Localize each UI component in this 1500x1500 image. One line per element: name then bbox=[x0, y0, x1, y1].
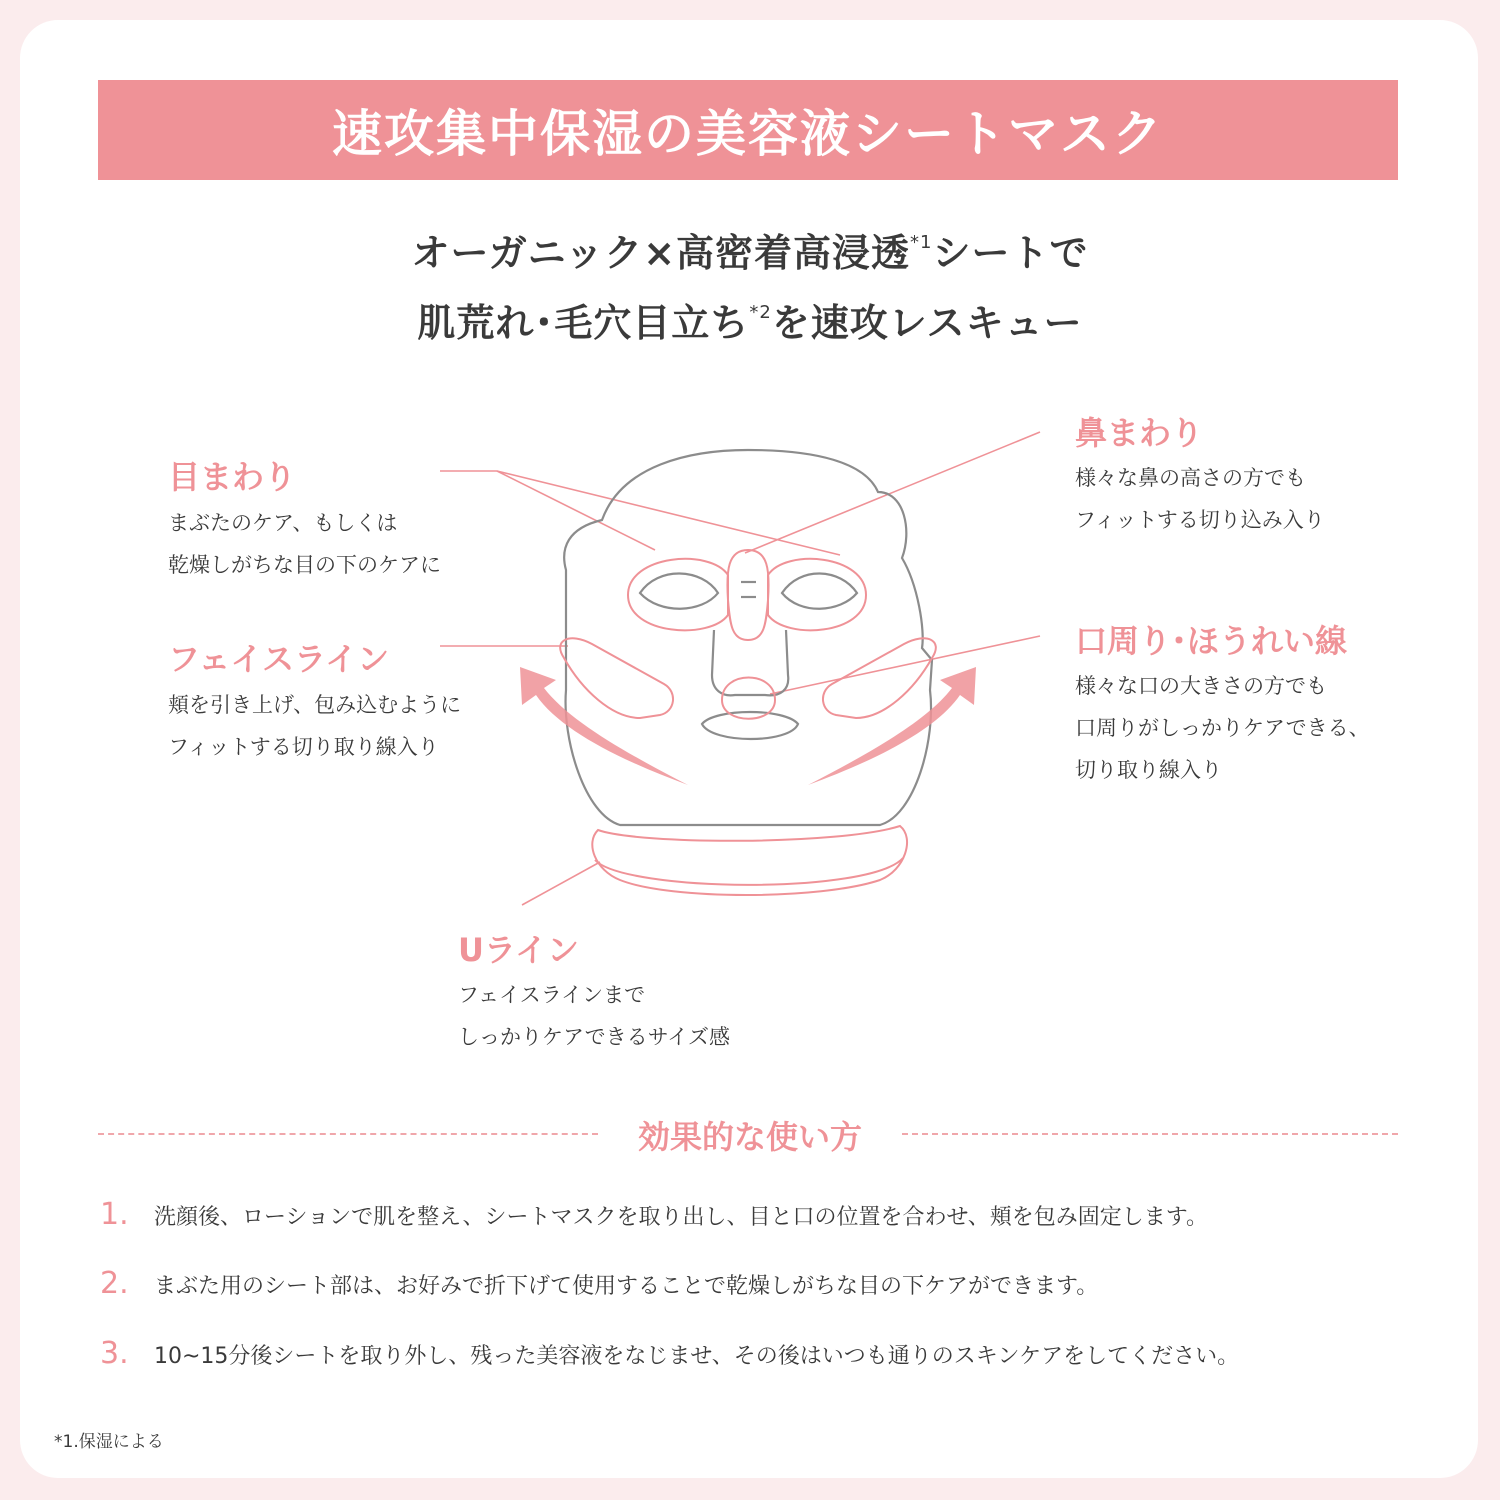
mouth-leader-line bbox=[770, 636, 1040, 694]
nose-area-title: 鼻まわり bbox=[1075, 414, 1204, 452]
lift-arrow-icon-left bbox=[520, 667, 688, 785]
faceline-title: フェイスライン bbox=[168, 640, 390, 678]
eye-desc-line: まぶたのケア、もしくは bbox=[168, 511, 398, 535]
right-eye-hole bbox=[782, 573, 857, 608]
nose-area-desc bbox=[1075, 457, 1325, 541]
mouth-hole bbox=[702, 712, 798, 739]
mouth-area-title: 口周り･ほうれい線 bbox=[1075, 622, 1348, 660]
subtitle-text: を速攻レスキュー bbox=[771, 301, 1083, 345]
faceline-desc-line: 頬を引き上げ、包み込むように bbox=[168, 693, 462, 717]
care-zones bbox=[560, 550, 936, 895]
step-number: 1. bbox=[100, 1197, 129, 1232]
u-line-desc-line: フェイスラインまで bbox=[458, 983, 646, 1007]
step-text: 10~15分後シートを取り外し、残った美容液をなじませ、その後はいつも通りのスキンケアをしてください。 bbox=[154, 1344, 1240, 1369]
mouth-area-desc bbox=[1075, 665, 1370, 791]
footnote-mark: *2 bbox=[749, 302, 772, 323]
eye-area-desc bbox=[168, 502, 441, 586]
footnote: *1.保湿による bbox=[54, 1432, 164, 1452]
nose-zone bbox=[727, 550, 768, 640]
nose-desc-line: フィットする切り込み入り bbox=[1075, 508, 1325, 532]
footnote-mark: *1 bbox=[910, 232, 933, 253]
eye-leader-branch bbox=[497, 471, 655, 550]
faceline-zone-left bbox=[560, 638, 673, 718]
step-number: 2. bbox=[100, 1266, 129, 1301]
u-line-title: Uライン bbox=[458, 931, 580, 969]
left-eye-hole bbox=[640, 573, 718, 608]
eye-area-title: 目まわり bbox=[168, 458, 297, 496]
nose-leader-line bbox=[745, 432, 1040, 553]
mouth-desc-line: 口周りがしっかりケアできる、 bbox=[1075, 716, 1370, 740]
nose-desc-line: 様々な鼻の高さの方でも bbox=[1075, 466, 1306, 490]
usage-step bbox=[100, 1336, 1239, 1371]
mouth-desc-line: 様々な口の大きさの方でも bbox=[1075, 674, 1327, 698]
mouth-desc-line: 切り取り線入り bbox=[1075, 758, 1222, 782]
usage-heading-text: 効果的な使い方 bbox=[624, 1118, 876, 1156]
lift-arrow-icon-right bbox=[808, 667, 976, 785]
leader-lines bbox=[440, 432, 1040, 905]
usage-step bbox=[100, 1197, 1208, 1232]
banner-title: 速攻集中保湿の美容液シートマスク bbox=[98, 80, 1398, 180]
usage-step bbox=[100, 1266, 1098, 1301]
step-text: まぶた用のシート部は、お好みで折下げて使用することで乾燥しがちな目の下ケアができます。 bbox=[154, 1274, 1099, 1299]
faceline-desc-line: フィットする切り取り線入り bbox=[168, 735, 439, 759]
u-line-outer bbox=[595, 858, 903, 885]
subtitle-text: シートで bbox=[932, 231, 1089, 275]
faceline-zone-right bbox=[823, 638, 936, 718]
uline-leader-line bbox=[522, 862, 600, 905]
step-text: 洗顔後、ローションで肌を整え、シートマスクを取り出し、目と口の位置を合わせ、頬を包み固定します。 bbox=[154, 1205, 1209, 1230]
subtitle-text: オーガニック×高密着高浸透 bbox=[411, 231, 911, 275]
u-line-desc bbox=[458, 974, 730, 1058]
usage-heading bbox=[0, 1112, 1500, 1158]
eye-desc-line: 乾燥しがちな目の下のケアに bbox=[168, 553, 441, 577]
subtitle-text: 肌荒れ･毛穴目立ち bbox=[417, 301, 750, 345]
u-line-desc-line: しっかりケアできるサイズ感 bbox=[458, 1025, 730, 1049]
faceline-desc bbox=[168, 684, 461, 768]
mask-outline bbox=[564, 450, 932, 825]
step-number: 3. bbox=[100, 1336, 129, 1371]
